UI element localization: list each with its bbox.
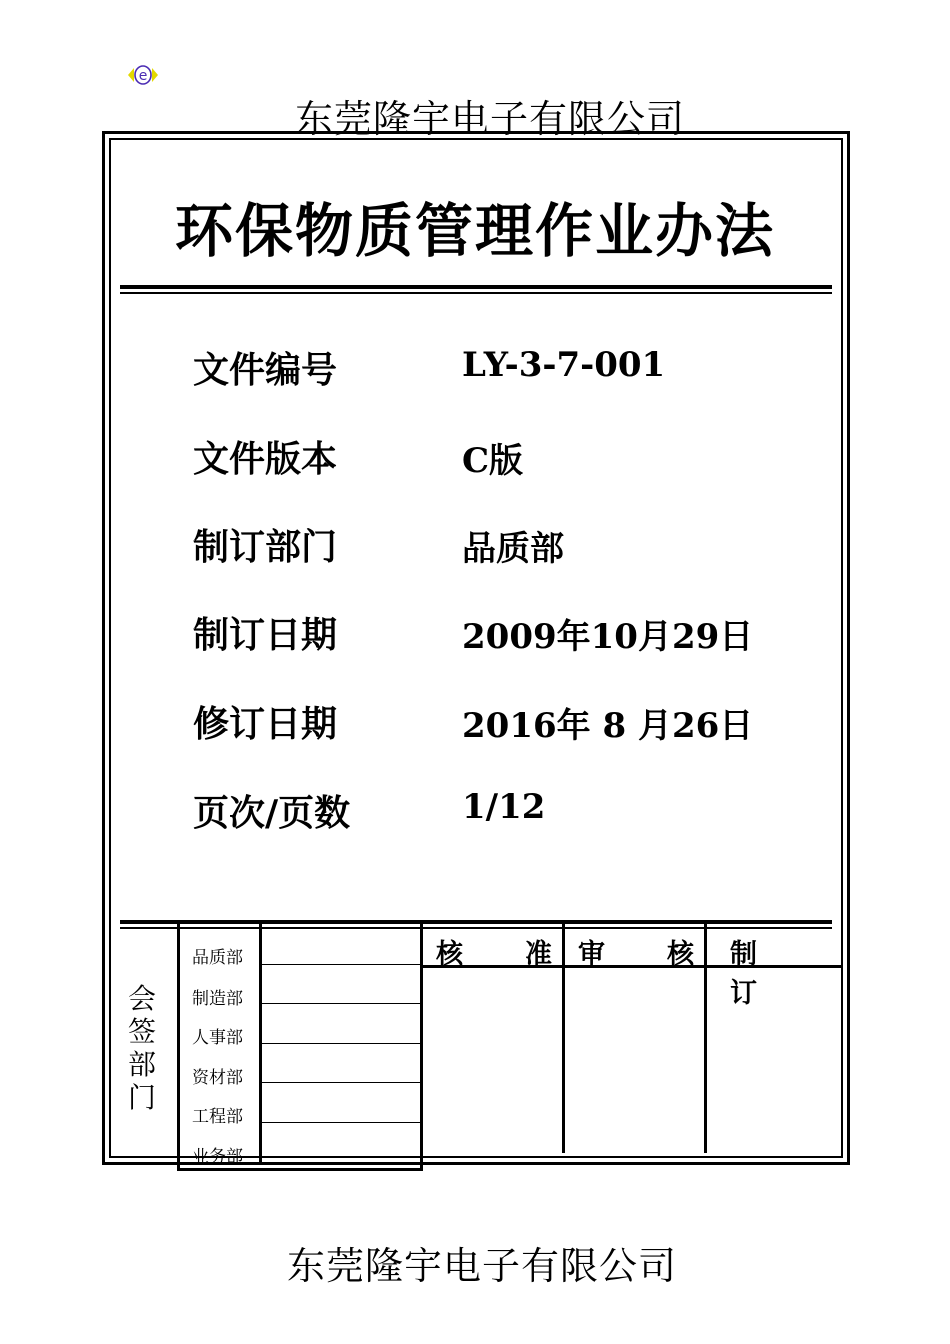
dept-sales: 业务部 [192, 1147, 243, 1167]
field-value-page-count: 1/12 [462, 787, 546, 827]
field-label-department: 制订部门 [193, 527, 338, 568]
title-divider-1 [120, 285, 832, 289]
signoff-divider-2 [120, 927, 832, 929]
dept-materials: 资材部 [192, 1068, 243, 1088]
field-label-revised-date: 修订日期 [193, 704, 338, 745]
signoff-col-line [704, 923, 707, 1153]
signoff-group-label: 会签部门 [128, 982, 157, 1114]
dept-hr: 人事部 [192, 1028, 243, 1048]
role-review: 审 核 [578, 939, 694, 970]
field-value-revised-date: 2016年 8 月26日 [462, 706, 754, 746]
company-name-top: 东莞隆宇电子有限公司 [294, 97, 685, 141]
dept-row-line [262, 1003, 420, 1004]
signoff-col-line [177, 923, 180, 1171]
dept-manufacturing: 制造部 [192, 989, 243, 1009]
document-title: 环保物质管理作业办法 [174, 197, 775, 265]
company-logo [126, 64, 160, 86]
field-label-version: 文件版本 [193, 439, 338, 480]
signoff-col-line [420, 923, 423, 1171]
field-label-page-count: 页次/页数 [193, 793, 351, 834]
signoff-bottom-line [177, 1168, 423, 1171]
signoff-divider-1 [120, 920, 832, 924]
dept-quality: 品质部 [192, 948, 243, 968]
dept-engineering: 工程部 [192, 1107, 243, 1127]
role-approve: 核 准 [436, 939, 552, 970]
signoff-col-line [562, 923, 565, 1153]
role-prepare: 制 订 [730, 939, 811, 1009]
field-value-version: C版 [462, 441, 524, 481]
dept-row-line [262, 964, 420, 965]
company-name-bottom: 东莞隆宇电子有限公司 [286, 1244, 677, 1288]
title-divider-2 [120, 292, 832, 294]
field-value-department: 品质部 [462, 529, 564, 569]
dept-row-line [262, 1043, 420, 1044]
field-label-created-date: 制订日期 [193, 615, 338, 656]
dept-row-line [262, 1082, 420, 1083]
field-value-doc-number: LY-3-7-001 [462, 345, 666, 385]
field-value-created-date: 2009年10月29日 [462, 617, 754, 657]
field-label-doc-number: 文件编号 [193, 350, 338, 391]
logo-icon [126, 64, 160, 86]
logo-letter: e [138, 68, 148, 84]
dept-row-line [262, 1122, 420, 1123]
